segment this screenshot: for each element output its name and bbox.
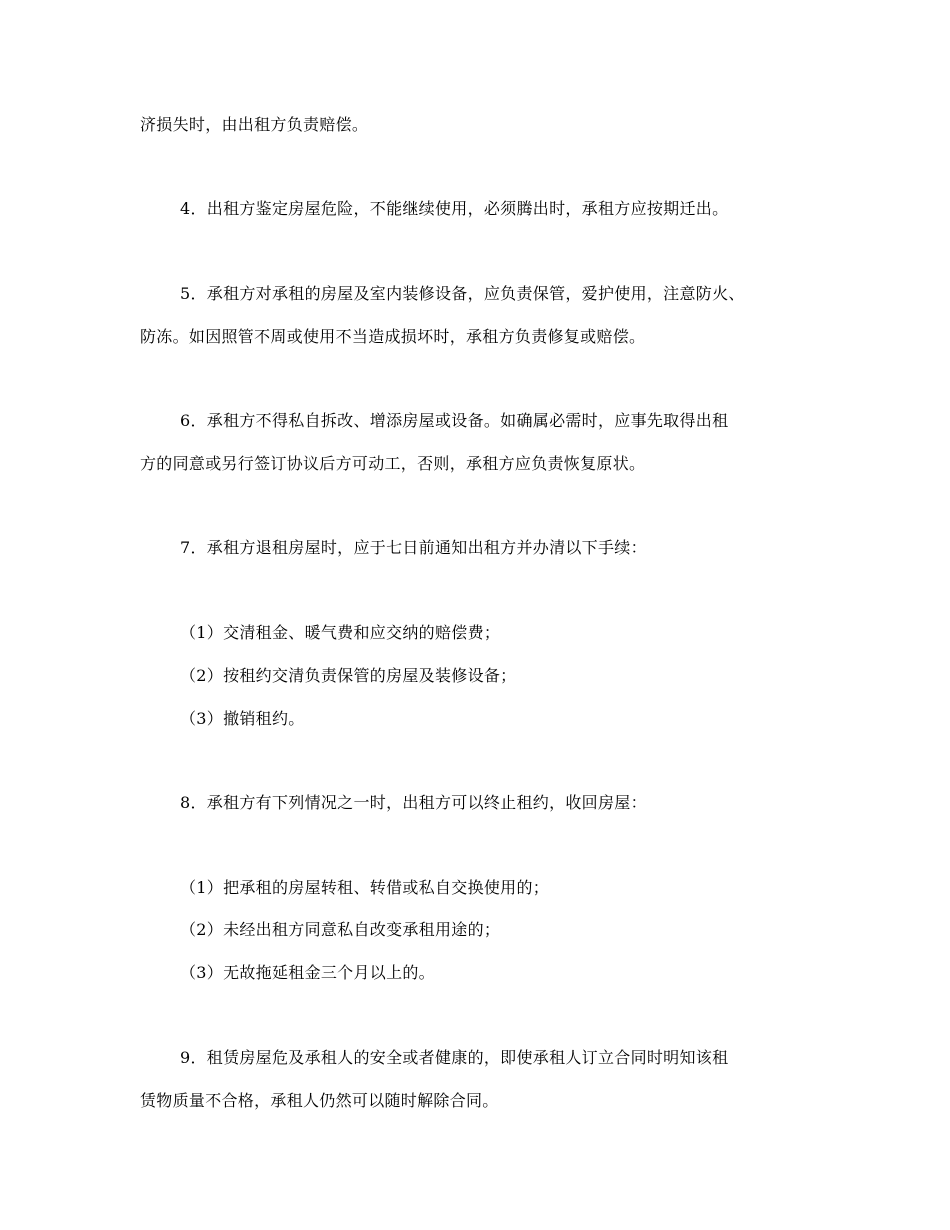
clause-9-line-1: 9．租赁房屋危及承租人的安全或者健康的，即使承租人订立合同时明知该租: [180, 1048, 729, 1067]
clause-5-line-1: 5．承租方对承租的房屋及室内装修设备，应负责保管，爱护使用，注意防火、: [180, 284, 745, 303]
clause-8-item-2: （2）未经出租方同意私自改变承租用途的；: [180, 920, 501, 939]
clause-9-line-2: 赁物质量不合格，承租人仍然可以随时解除合同。: [140, 1091, 499, 1110]
clause-8: 8．承租方有下列情况之一时，出租方可以终止租约，收回房屋：: [180, 793, 647, 812]
paragraph-line: 济损失时，由出租方负责赔偿。: [140, 115, 369, 134]
clause-7-item-1: （1）交清租金、暖气费和应交纳的赔偿费；: [180, 623, 501, 642]
clause-4: 4．出租方鉴定房屋危险，不能继续使用，必须腾出时，承租方应按期迁出。: [180, 199, 729, 218]
clause-8-item-1: （1）把承租的房屋转租、转借或私自交换使用的；: [180, 878, 550, 897]
clause-8-item-3: （3）无故拖延租金三个月以上的。: [180, 963, 435, 982]
clause-6-line-1: 6．承租方不得私自拆改、增添房屋或设备。如确属必需时，应事先取得出租: [180, 411, 729, 430]
clause-5-line-2: 防冻。如因照管不周或使用不当造成损坏时，承租方负责修复或赔偿。: [140, 327, 646, 346]
clause-7-item-3: （3）撤销租约。: [180, 709, 305, 728]
clause-6-line-2: 方的同意或另行签订协议后方可动工，否则，承租方应负责恢复原状。: [140, 454, 646, 473]
clause-7: 7．承租方退租房屋时，应于七日前通知出租方并办清以下手续：: [180, 538, 647, 557]
clause-7-item-2: （2）按租约交清负责保管的房屋及装修设备；: [180, 666, 517, 685]
